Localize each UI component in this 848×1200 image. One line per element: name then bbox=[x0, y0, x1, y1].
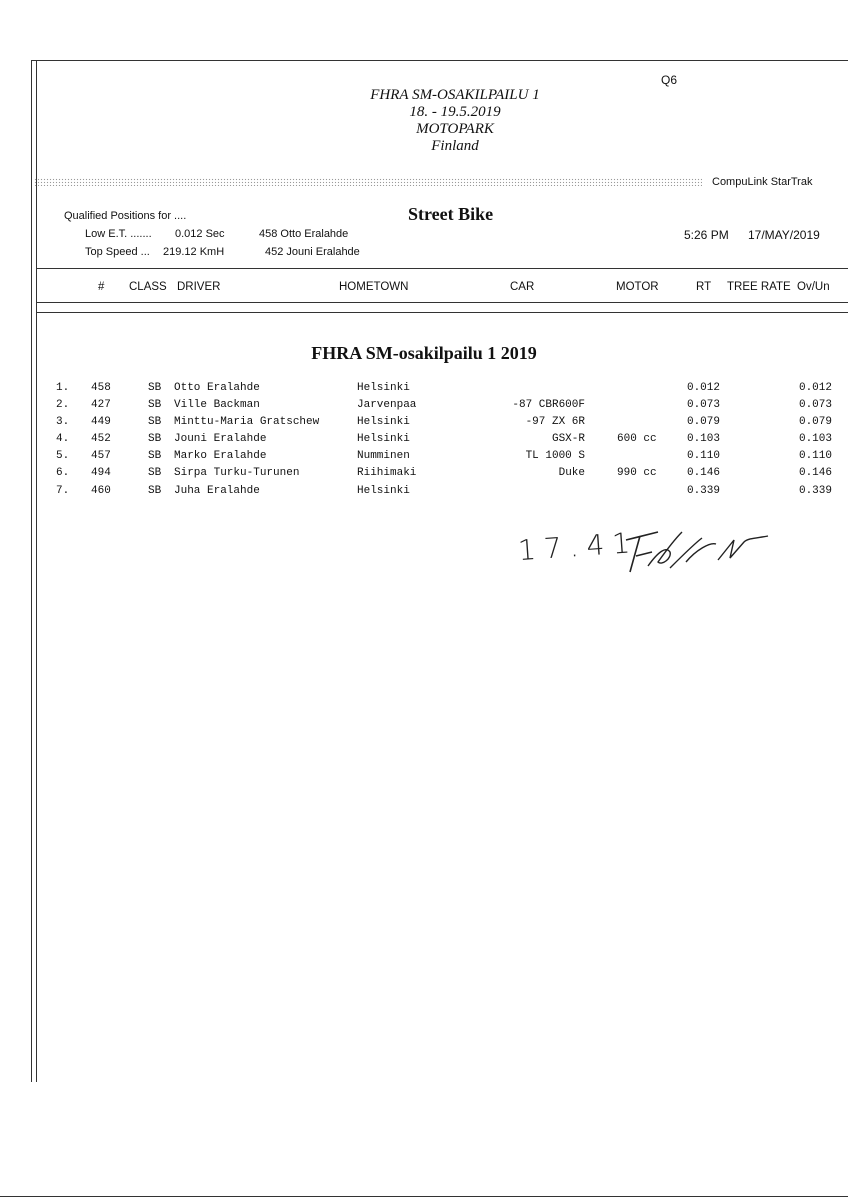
driver-cell: Juha Eralahde bbox=[174, 485, 260, 497]
ovun-cell: 0.110 bbox=[798, 450, 832, 462]
report-date: 17/MAY/2019 bbox=[748, 228, 820, 242]
driver-cell: Minttu-Maria Gratschew bbox=[174, 416, 320, 428]
handwritten-signature bbox=[618, 522, 778, 582]
rt-cell: 0.339 bbox=[686, 485, 720, 497]
page-code: Q6 bbox=[661, 73, 678, 87]
table-row bbox=[0, 467, 848, 484]
report-time: 5:26 PM bbox=[684, 228, 729, 242]
low-et-label: Low E.T. ....... bbox=[85, 228, 152, 240]
number-cell: 494 bbox=[91, 467, 111, 479]
top-border-line bbox=[31, 60, 848, 61]
rt-cell: 0.146 bbox=[686, 467, 720, 479]
car-cell: -87 CBR600F bbox=[512, 399, 585, 411]
number-cell: 458 bbox=[91, 382, 111, 394]
class-cell: SB bbox=[148, 399, 162, 411]
rt-cell: 0.073 bbox=[686, 399, 720, 411]
left-margin-line-inner bbox=[36, 60, 37, 1082]
hometown-cell: Helsinki bbox=[357, 485, 410, 497]
bottom-border-line bbox=[0, 1196, 848, 1197]
top-speed-value: 219.12 KmH bbox=[163, 246, 225, 258]
hometown-cell: Helsinki bbox=[357, 382, 410, 394]
col-header-hometown: HOMETOWN bbox=[339, 281, 409, 293]
class-title: Street Bike bbox=[408, 204, 494, 224]
car-cell: TL 1000 S bbox=[525, 450, 585, 462]
hometown-cell: Riihimaki bbox=[357, 467, 417, 479]
number-cell: 452 bbox=[91, 433, 111, 445]
table-row bbox=[0, 485, 848, 502]
hometown-cell: Helsinki bbox=[357, 433, 410, 445]
class-cell: SB bbox=[148, 450, 162, 462]
motor-cell: 990 cc bbox=[617, 467, 657, 479]
col-header-tree-rate: TREE RATE bbox=[727, 281, 791, 293]
driver-cell: Marko Eralahde bbox=[174, 450, 267, 462]
number-cell: 460 bbox=[91, 485, 111, 497]
pos-cell: 7. bbox=[56, 485, 70, 497]
class-cell: SB bbox=[148, 382, 162, 394]
event-name: FHRA SM-OSAKILPAILU 1 bbox=[370, 87, 540, 103]
rt-cell: 0.110 bbox=[686, 450, 720, 462]
ovun-cell: 0.103 bbox=[798, 433, 832, 445]
col-header-class: CLASS bbox=[129, 281, 167, 293]
low-et-driver: 458 Otto Eralahde bbox=[259, 228, 349, 240]
hometown-cell: Helsinki bbox=[357, 416, 410, 428]
pos-cell: 4. bbox=[56, 433, 70, 445]
number-cell: 449 bbox=[91, 416, 111, 428]
timing-system-label: CompuLink StarTrak bbox=[712, 176, 813, 188]
table-row bbox=[0, 399, 848, 416]
qualified-label: Qualified Positions for .... bbox=[64, 210, 187, 222]
driver-cell: Ville Backman bbox=[174, 399, 260, 411]
top-speed-label: Top Speed ... bbox=[85, 246, 150, 258]
car-cell: GSX-R bbox=[551, 433, 585, 445]
ovun-cell: 0.073 bbox=[798, 399, 832, 411]
handwritten-time: 17.41 bbox=[516, 525, 640, 568]
ovun-cell: 0.012 bbox=[798, 382, 832, 394]
ovun-cell: 0.339 bbox=[798, 485, 832, 497]
driver-cell: Otto Eralahde bbox=[174, 382, 260, 394]
motor-cell: 600 cc bbox=[617, 433, 657, 445]
dotted-separator bbox=[34, 178, 702, 186]
rt-cell: 0.012 bbox=[686, 382, 720, 394]
rt-cell: 0.103 bbox=[686, 433, 720, 445]
table-row bbox=[0, 433, 848, 450]
driver-cell: Sirpa Turku-Turunen bbox=[174, 467, 300, 479]
hometown-cell: Jarvenpaa bbox=[357, 399, 417, 411]
event-dates: 18. - 19.5.2019 bbox=[409, 104, 501, 120]
header-rule-mid bbox=[36, 302, 848, 303]
pos-cell: 2. bbox=[56, 399, 70, 411]
col-header-num: # bbox=[98, 281, 105, 293]
table-row bbox=[0, 416, 848, 433]
pos-cell: 3. bbox=[56, 416, 70, 428]
col-header-car: CAR bbox=[510, 281, 535, 293]
class-cell: SB bbox=[148, 467, 162, 479]
number-cell: 427 bbox=[91, 399, 111, 411]
table-row bbox=[0, 450, 848, 467]
ovun-cell: 0.079 bbox=[798, 416, 832, 428]
col-header-driver: DRIVER bbox=[177, 281, 221, 293]
hometown-cell: Numminen bbox=[357, 450, 410, 462]
country: Finland bbox=[431, 138, 479, 154]
venue: MOTOPARK bbox=[416, 121, 494, 137]
header-rule-top bbox=[36, 268, 848, 269]
number-cell: 457 bbox=[91, 450, 111, 462]
header-rule-bottom bbox=[36, 312, 848, 313]
pos-cell: 5. bbox=[56, 450, 70, 462]
rt-cell: 0.079 bbox=[686, 416, 720, 428]
low-et-value: 0.012 Sec bbox=[175, 228, 225, 240]
col-header-rt: RT bbox=[696, 281, 712, 293]
col-header-motor: MOTOR bbox=[616, 281, 659, 293]
pos-cell: 1. bbox=[56, 382, 70, 394]
top-speed-driver: 452 Jouni Eralahde bbox=[265, 246, 360, 258]
class-cell: SB bbox=[148, 416, 162, 428]
ovun-cell: 0.146 bbox=[798, 467, 832, 479]
race-title: FHRA SM-osakilpailu 1 2019 bbox=[311, 343, 537, 363]
col-header-ovun: Ov/Un bbox=[797, 281, 830, 293]
class-cell: SB bbox=[148, 485, 162, 497]
car-cell: -97 ZX 6R bbox=[525, 416, 585, 428]
pos-cell: 6. bbox=[56, 467, 70, 479]
car-cell: Duke bbox=[558, 467, 585, 479]
driver-cell: Jouni Eralahde bbox=[174, 433, 267, 445]
class-cell: SB bbox=[148, 433, 162, 445]
left-margin-line bbox=[31, 60, 32, 1082]
table-row bbox=[0, 382, 848, 399]
